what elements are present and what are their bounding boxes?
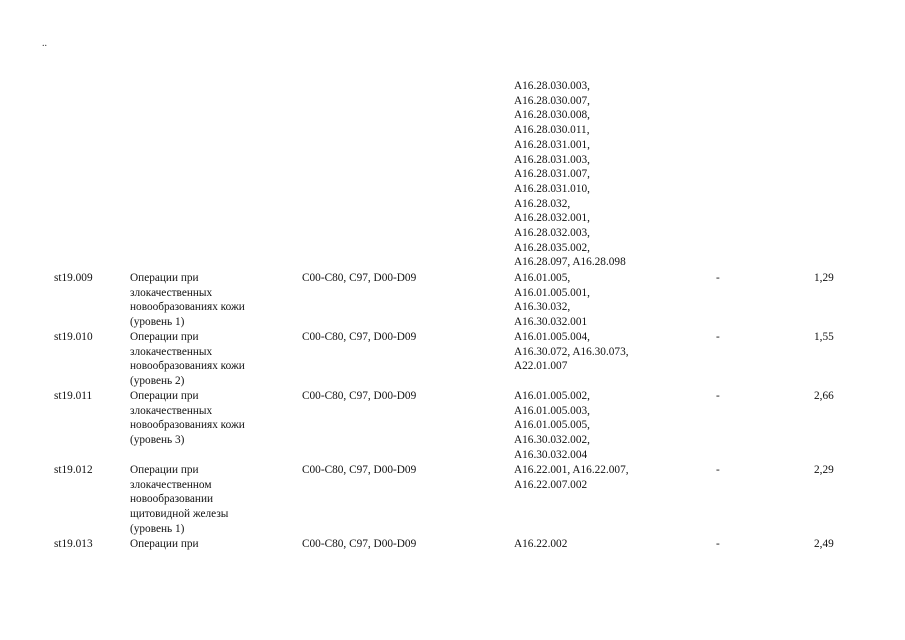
extra-criteria: - — [716, 331, 720, 343]
service-codes — [514, 463, 694, 492]
group-name-line: злокачественных — [130, 345, 213, 358]
group-name — [130, 330, 290, 389]
group-name-line: (уровень 1) — [130, 522, 185, 535]
service-code: A16.22.002 — [514, 538, 568, 550]
group-name-line: (уровень 1) — [130, 316, 185, 329]
group-name-line: новообразованиях кожи — [130, 419, 245, 432]
service-code: A16.01.005.001, — [514, 286, 590, 299]
group-name-line: Операции при — [130, 538, 199, 550]
diagnosis-codes: C00-C80, C97, D00-D09 — [302, 331, 417, 343]
service-code: A16.30.032.002, — [514, 434, 590, 447]
group-name — [130, 271, 290, 330]
coefficient: 1,55 — [814, 331, 834, 343]
service-code: A16.01.005.004, — [514, 331, 590, 343]
group-name — [130, 389, 290, 448]
service-codes — [514, 537, 694, 552]
service-code: A16.28.032.001, — [514, 212, 590, 225]
service-code: A16.01.005, — [514, 272, 571, 284]
group-code: st19.011 — [54, 390, 93, 402]
service-code: A16.28.031.007, — [514, 168, 590, 181]
group-name-line: злокачественных — [130, 286, 213, 299]
service-code: A16.22.007.002 — [514, 478, 588, 491]
extra-criteria: - — [716, 390, 720, 402]
diagnosis-codes: C00-C80, C97, D00-D09 — [302, 538, 417, 550]
service-code: A16.28.032.003, — [514, 227, 590, 240]
extra-criteria: - — [716, 538, 720, 550]
group-name — [130, 463, 290, 537]
group-code: st19.013 — [54, 538, 93, 550]
group-name-line: новообразованиях кожи — [130, 301, 245, 314]
service-code: A16.28.032, — [514, 197, 571, 210]
service-code: A22.01.007 — [514, 360, 568, 373]
service-code: A16.28.031.001, — [514, 138, 590, 151]
group-name — [130, 537, 290, 552]
service-code: A16.28.031.010, — [514, 182, 590, 195]
group-code: st19.009 — [54, 272, 93, 284]
coefficient: 2,66 — [814, 390, 834, 402]
group-code: st19.012 — [54, 464, 93, 476]
group-name-line: злокачественном — [130, 478, 212, 491]
group-name-line: (уровень 3) — [130, 434, 185, 447]
group-name-line: щитовидной железы — [130, 508, 229, 521]
extra-criteria: - — [716, 272, 720, 284]
diagnosis-codes: C00-C80, C97, D00-D09 — [302, 464, 417, 476]
group-name-line: Операции при — [130, 331, 199, 343]
group-name-line: Операции при — [130, 272, 199, 284]
header-mark: .. — [42, 38, 47, 49]
group-name-line: Операции при — [130, 464, 199, 476]
service-code: A16.01.005.005, — [514, 419, 590, 432]
service-codes — [514, 389, 694, 463]
service-code: A16.01.005.003, — [514, 404, 590, 417]
group-name-line: злокачественных — [130, 404, 213, 417]
service-codes — [514, 271, 694, 330]
service-code: A16.30.032.004 — [514, 448, 588, 461]
service-code: A16.28.030.011, — [514, 124, 590, 137]
service-code: A16.28.035.002, — [514, 241, 590, 254]
service-code: A16.30.032, — [514, 301, 571, 314]
coefficient: 2,49 — [814, 538, 834, 550]
service-code: A16.28.031.003, — [514, 153, 590, 166]
service-code: A16.30.072, A16.30.073, — [514, 345, 629, 358]
service-code: A16.28.030.007, — [514, 94, 590, 107]
service-codes — [514, 330, 694, 374]
group-name-line: Операции при — [130, 390, 199, 402]
service-code: A16.01.005.002, — [514, 390, 590, 402]
service-code: A16.28.030.008, — [514, 109, 590, 122]
coefficient: 1,29 — [814, 272, 834, 284]
group-name-line: (уровень 2) — [130, 375, 185, 388]
service-code: A16.28.030.003, — [514, 80, 590, 92]
extra-criteria: - — [716, 464, 720, 476]
service-code: A16.28.097, A16.28.098 — [514, 256, 626, 269]
continued-service-codes — [514, 79, 626, 270]
group-code: st19.010 — [54, 331, 93, 343]
group-name-line: новообразовании — [130, 493, 214, 506]
diagnosis-codes: C00-C80, C97, D00-D09 — [302, 390, 417, 402]
diagnosis-codes: C00-C80, C97, D00-D09 — [302, 272, 417, 284]
service-code: A16.22.001, A16.22.007, — [514, 464, 629, 476]
service-code: A16.30.032.001 — [514, 316, 588, 329]
coefficient: 2,29 — [814, 464, 834, 476]
group-name-line: новообразованиях кожи — [130, 360, 245, 373]
